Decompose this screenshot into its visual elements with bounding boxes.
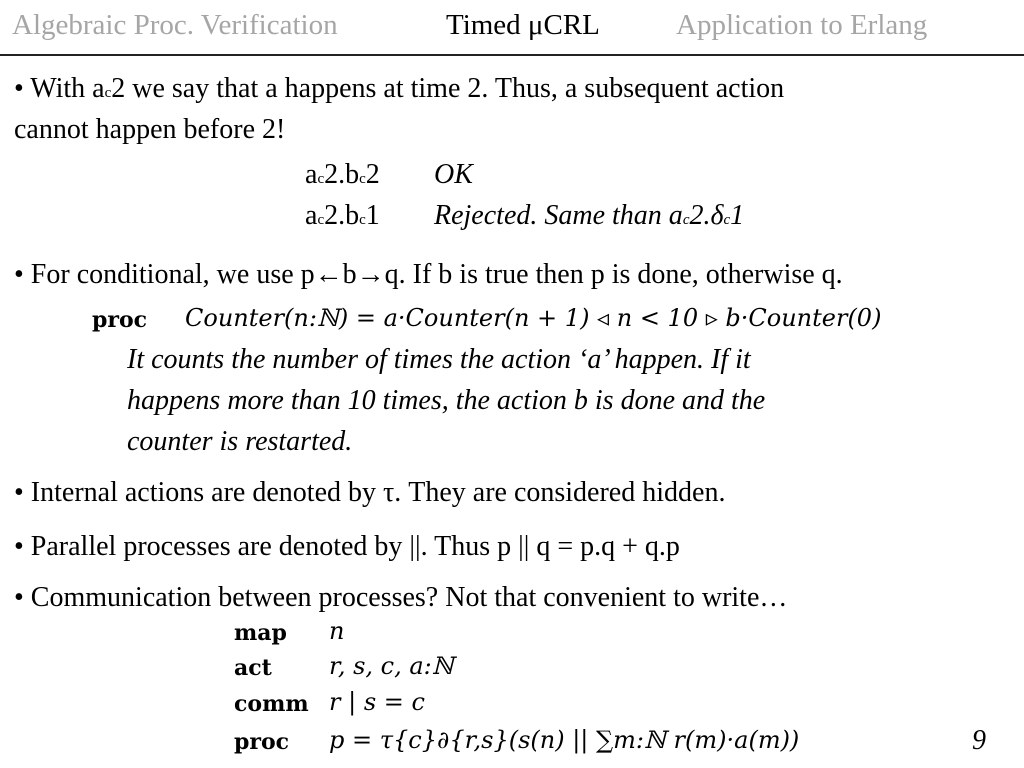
example-result-ok: OK — [434, 159, 473, 190]
spec-expr-map: n — [329, 617, 345, 645]
example-result-rejected: Rejected. Same than ac2.δc1 — [434, 200, 745, 231]
counter-note-line-2: happens more than 10 times, the action b is done and the — [127, 385, 766, 416]
spec-keyword-map: map — [234, 620, 287, 646]
header-divider — [0, 54, 1024, 56]
example-expr-ok: ac2.bc2 — [305, 159, 380, 190]
counter-note-line-1: It counts the number of times the action ‘a’ happen. If it — [127, 344, 751, 375]
bullet-parallel-processes: • Parallel processes are denoted by ||. Thus p || q = p.q + q.p — [14, 531, 680, 562]
nav-item-application-to-erlang[interactable]: Application to Erlang — [676, 9, 928, 41]
bullet-conditional: • For conditional, we use p←b→q. If b is true then p is done, otherwise q. — [14, 259, 843, 290]
counter-process-definition: Counter(n:ℕ) = a·Counter(n + 1) ◃ n < 10 ▹ b·Counter(0) — [185, 304, 882, 332]
spec-expr-comm: r | s = c — [329, 688, 425, 716]
spec-keyword-proc: proc — [234, 729, 290, 755]
bullet-timed-action: • With ac2 we say that a happens at time 2. Thus, a subsequent action — [14, 73, 785, 104]
proc-keyword: proc — [92, 307, 148, 333]
counter-note-line-3: counter is restarted. — [127, 426, 353, 457]
page-number: 9 — [972, 725, 986, 756]
spec-keyword-comm: comm — [234, 691, 309, 717]
bullet-communication: • Communication between processes? Not that convenient to write… — [14, 582, 788, 613]
example-expr-rejected: ac2.bc1 — [305, 200, 380, 231]
nav-item-algebraic-proc-verification[interactable]: Algebraic Proc. Verification — [12, 9, 338, 41]
spec-expr-proc: p = τ{c}∂{r,s}(s(n) || ∑m:ℕ r(m)·a(m)) — [329, 726, 800, 754]
nav-item-timed-mucrl[interactable]: Timed μCRL — [446, 9, 600, 41]
bullet-internal-actions: • Internal actions are denoted by τ. They are considered hidden. — [14, 477, 726, 508]
spec-expr-act: r, s, c, a:ℕ — [329, 652, 454, 680]
bullet-timed-action-cont: cannot happen before 2! — [14, 114, 286, 145]
spec-keyword-act: act — [234, 655, 272, 681]
